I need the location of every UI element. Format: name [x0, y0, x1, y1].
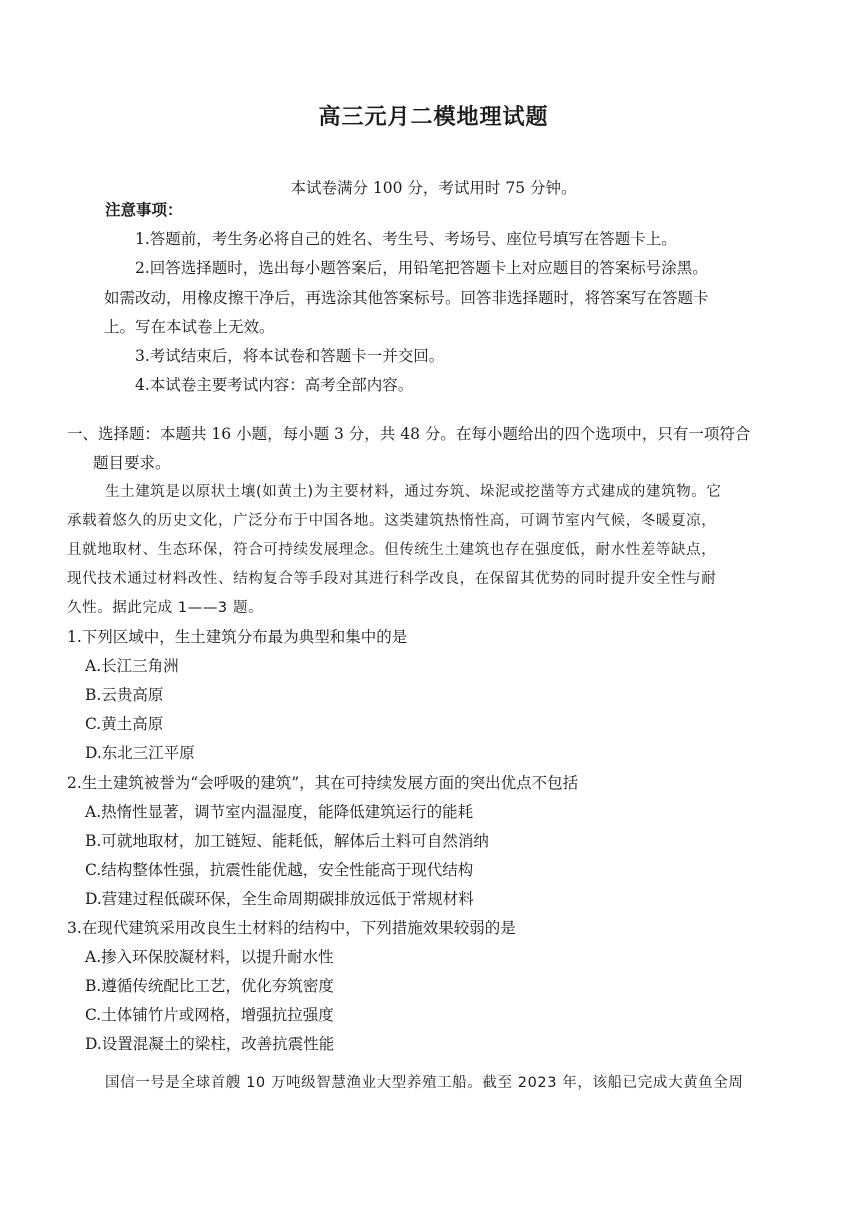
- question-1-option-c: C.黄土高原: [85, 715, 164, 733]
- question-2-stem: 2.生土建筑被誉为“会呼吸的建筑”，其在可持续发展方面的突出优点不包括: [67, 774, 579, 792]
- question-2-option-a: A.热惰性显著，调节室内温湿度，能降低建筑运行的能耗: [85, 803, 474, 821]
- passage-2-line-1: 国信一号是全球首艘 10 万吨级智慧渔业大型养殖工船。截至 2023 年，该船已完成大黄鱼全周: [105, 1075, 744, 1091]
- exam-title: 高三元月二模地理试题: [318, 105, 549, 130]
- question-1-stem: 1.下列区域中，生土建筑分布最为典型和集中的是: [67, 628, 408, 646]
- notice-item-2-cont: 如需改动，用橡皮擦干净后，再选涂其他答案标号。回答非选择题时，将答案写在答题卡: [104, 289, 709, 307]
- exam-info: 本试卷满分 100 分，考试用时 75 分钟。: [290, 179, 577, 197]
- question-3-option-a: A.掺入环保胶凝材料，以提升耐水性: [85, 948, 334, 966]
- notice-item-1: 1.答题前，考生务必将自己的姓名、考生号、考场号、座位号填写在答题卡上。: [135, 230, 677, 248]
- question-2-option-b: B.可就地取材，加工链短、能耗低，解体后土料可自然消纳: [85, 832, 489, 850]
- question-3-option-d: D.设置混凝土的梁柱，改善抗震性能: [85, 1035, 335, 1053]
- question-2-option-d: D.营建过程低碳环保，全生命周期碳排放远低于常规材料: [85, 890, 474, 908]
- section-1-heading-cont: 题目要求。: [93, 454, 171, 472]
- question-2-option-c: C.结构整体性强，抗震性能优越，安全性能高于现代结构: [85, 861, 474, 879]
- question-3-option-b: B.遵循传统配比工艺，优化夯筑密度: [85, 977, 334, 995]
- passage-1-line-2: 承载着悠久的历史文化，广泛分布于中国各地。这类建筑热惰性高，可调节室内气候，冬暖夏凉，: [67, 513, 717, 529]
- passage-1-line-1: 生土建筑是以原状土壤(如黄土)为主要材料，通过夯筑、垛泥或挖凿等方式建成的建筑物。它: [105, 484, 722, 500]
- notice-item-4: 4.本试卷主要考试内容：高考全部内容。: [135, 376, 414, 394]
- question-1-option-b: B.云贵高原: [85, 686, 164, 704]
- question-1-option-a: A.长江三角洲: [85, 657, 179, 675]
- notice-item-2: 2.回答选择题时，选出每小题答案后，用铅笔把答题卡上对应题目的答案标号涂黑。: [135, 259, 708, 277]
- question-3-option-c: C.土体铺竹片或网格，增强抗拉强度: [85, 1006, 334, 1024]
- passage-1-line-4: 现代技术通过材料改性、结构复合等手段对其进行科学改良，在保留其优势的同时提升安全性与耐: [67, 571, 717, 587]
- question-1-option-d: D.东北三江平原: [85, 744, 195, 762]
- passage-1-line-3: 且就地取材、生态环保，符合可持续发展理念。但传统生土建筑也存在强度低，耐水性差等缺点，: [67, 542, 717, 558]
- passage-1-line-5: 久性。据此完成 1——3 题。: [67, 600, 264, 616]
- notice-item-2-end: 上。写在本试卷上无效。: [104, 318, 275, 336]
- section-1-heading: 一、选择题：本题共 16 小题，每小题 3 分，共 48 分。在每小题给出的四个选项中，只有一项符合: [67, 425, 751, 443]
- notice-item-3: 3.考试结束后，将本试卷和答题卡一并交回。: [135, 347, 445, 365]
- question-3-stem: 3.在现代建筑采用改良生土材料的结构中，下列措施效果较弱的是: [67, 919, 516, 937]
- notice-heading: 注意事项：: [105, 201, 183, 219]
